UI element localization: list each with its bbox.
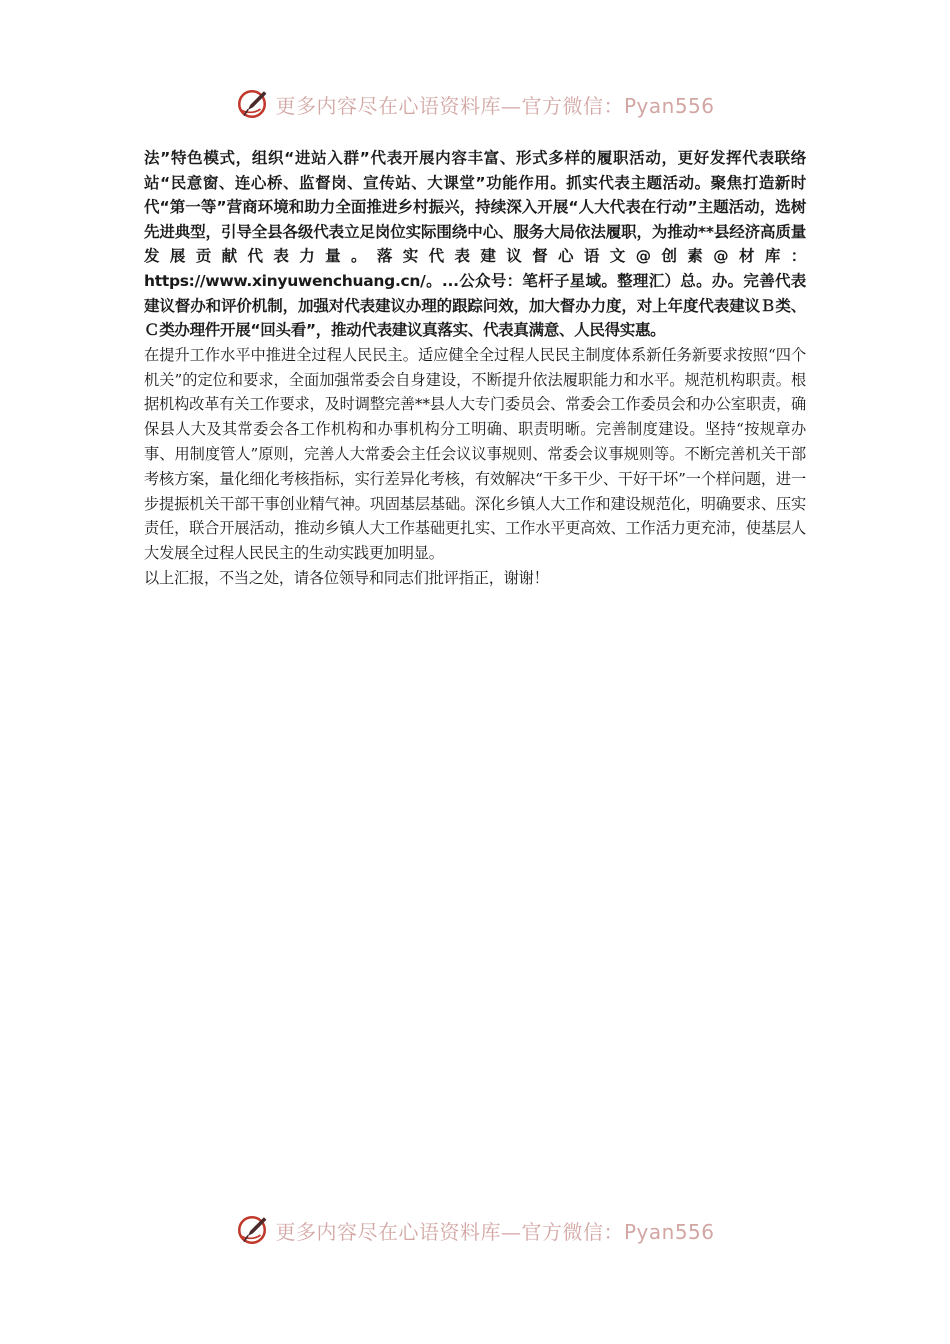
header-wechat-id: Pyan556 [623,93,715,118]
footer-banner-inner [235,1213,714,1247]
quill-pen-logo-icon [235,87,269,121]
footer-banner [0,1210,950,1250]
document-body [144,146,806,591]
footer-banner-label: 更多内容尽在心语资料库—官方微信： [275,1219,624,1244]
header-banner-label: 更多内容尽在心语资料库—官方微信： [275,93,624,118]
paragraph-work-level: 在提升工作水平中推进全过程人民民主。适应健全全过程人民民主制度体系新任务新要求按照“四个机关”的定位和要求，全面加强常委会自身建设，不断提升依法履职能力和水平。规范机构职责。根据机构改革有关工作要求，及时调整完善**县人大专门委员会、常委会工作委员会和办公室职责，确保县人大及其常委会各工作机构和办事机构分工明确、职责明晰。完善制度建设。坚持“按规章办事、用制度管人”原则，完善人大常委会主任会议议事规则、常委会议事规则等。不断完善机关干部考核方案，量化细化考核指标，实行差异化考核，有效解决“干多干少、干好干坏”一个样问题，进一步提振机关干部干事创业精气神。巩固基层基础。深化乡镇人大工作和建设规范化，明确要求、压实责任，联合开展活动，推动乡镇人大工作基础更扎实、工作水平更高效、工作活力更充沛，使基层人大发展全过程人民民主的生动实践更加明显。 [144,345,806,563]
quill-pen-logo-icon [235,1213,269,1247]
header-banner-inner [235,87,714,121]
paragraph-representatives: 法”特色模式，组织“进站入群”代表开展内容丰富、形式多样的履职活动，更好发挥代表联络站“民意窗、连心桥、监督岗、宣传站、大课堂”功能作用。抓实代表主题活动。聚焦打造新时代“第一等”营商环境和助力全面推进乡村振兴，持续深入开展“人大代表在行动”主题活动，选树先进典型，引导全县各级代表立足岗位实际围绕中心、服务大局依法履职，为推动**县经济高质量发展贡献代表力量。落实代表建议督心语文@创素@材库：https://www.xinyuwenchuang.cn/。...公众号：笔杆子星域。整理汇）总。办。完善代表建议督办和评价机制，加强对代表建议办理的跟踪问效，加大督办力度，对上年度代表建议Ｂ类、Ｃ类办理件开展“回头看”，推动代表建议真落实、代表真满意、人民得实惠。 [144,149,806,340]
paragraph-closing: 以上汇报，不当之处，请各位领导和同志们批评指正，谢谢！ [144,568,549,587]
footer-banner-text [275,1216,714,1245]
header-banner-text [275,90,714,119]
footer-wechat-id: Pyan556 [623,1219,715,1244]
header-banner [0,84,950,124]
